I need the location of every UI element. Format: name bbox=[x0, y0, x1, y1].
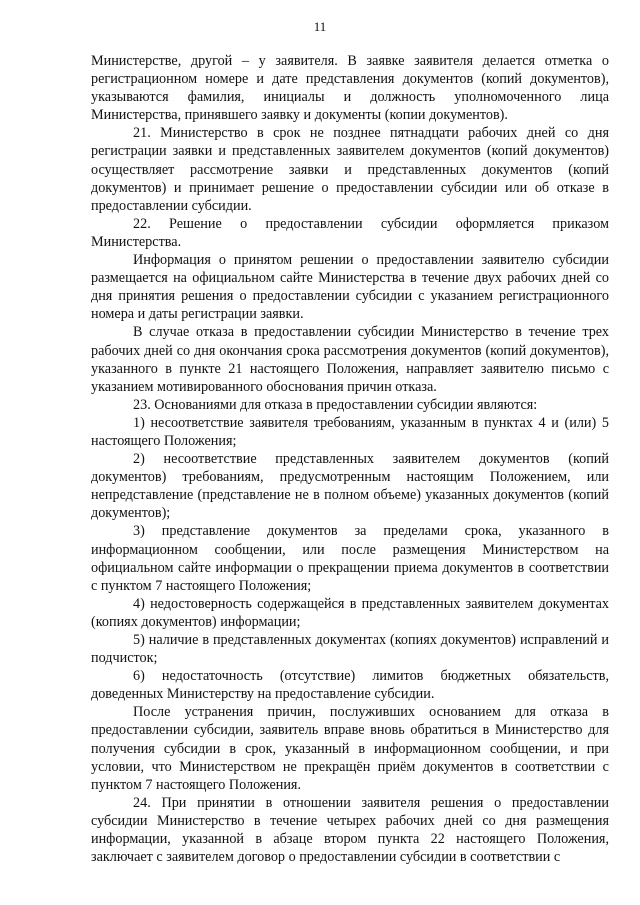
paragraph-clause-21: 21. Министерство в срок не позднее пятнадцати рабочих дней со дня регистрации заявки и представленных заявителем документов (копий документов) осуществляет рассмотрение заявки и представленных документов (копий документов) и принимает решение о предоставлении субсидии или об отказе в предоставлении субсидии. bbox=[91, 125, 609, 214]
list-item: 2) несоответствие представленных заявителем документов (копий документов) требованиям, предусмотренным настоящим Положением, или непредставление (представление не в полном объеме) указанных документов (копий документов); bbox=[91, 451, 609, 522]
list-item: 5) наличие в представленных документах (копиях документов) исправлений и подчисток; bbox=[91, 632, 609, 667]
page-number: 11 bbox=[313, 19, 327, 34]
paragraph: Министерстве, другой – у заявителя. В заявке заявителя делается отметка о регистрационном номере и дате представления документов (копий документов), указываются фамилия, инициалы и должность уполномоченного лица Министерства, принявшего заявку и документы (копии документов). bbox=[91, 53, 609, 124]
list-item: 6) недостаточность (отсутствие) лимитов бюджетных обязательств, доведенных Министерству на предоставление субсидии. bbox=[91, 668, 609, 703]
paragraph-clause-24: 24. При принятии в отношении заявителя решения о предоставлении субсидии Министерство в течение четырех рабочих дней со дня размещения информации, указанной в абзаце втором пункта 22 настоящего Положения, заключает с заявителем договор о предоставлении субсидии в соответствии с bbox=[91, 794, 609, 866]
list-item: 4) недостоверность содержащейся в представленных заявителем документах (копиях документов) информации; bbox=[91, 595, 609, 630]
paragraph: В случае отказа в предоставлении субсидии Министерство в течение трех рабочих дней со дня окончания срока рассмотрения документов (копий документов), указанного в пункте 21 настоящего Положения, направляет заявителю письмо с указанием мотивированного обоснования причин отказа. bbox=[91, 324, 609, 395]
list-item: 1) несоответствие заявителя требованиям, указанным в пунктах 4 и (или) 5 настоящего Положения; bbox=[91, 414, 609, 449]
paragraph: Информация о принятом решении о предоставлении заявителю субсидии размещается на официальном сайте Министерства в течение двух рабочих дней со дня принятия решения о предоставлении субсидии с указанием регистрационного номера и даты регистрации заявки. bbox=[91, 252, 609, 323]
paragraph-clause-22: 22. Решение о предоставлении субсидии оформляется приказом Министерства. bbox=[91, 215, 609, 250]
list-item: 3) представление документов за пределами срока, указанного в информационном сообщении, или после размещения Министерством на официальном сайте информации о прекращении приема документов в соответствии с пунктом 7 настоящего Положения; bbox=[91, 523, 609, 594]
paragraph-clause-23: 23. Основаниями для отказа в предоставлении субсидии являются: bbox=[133, 396, 538, 413]
paragraph: После устранения причин, послуживших основанием для отказа в предоставлении субсидии, заявитель вправе вновь обратиться в Министерство для получения субсидии в срок, указанный в информационном сообщении, и при условии, что Министерством не прекращён приём документов в соответствии с пунктом 7 настоящего Положения. bbox=[91, 704, 609, 793]
document-body bbox=[91, 52, 609, 866]
